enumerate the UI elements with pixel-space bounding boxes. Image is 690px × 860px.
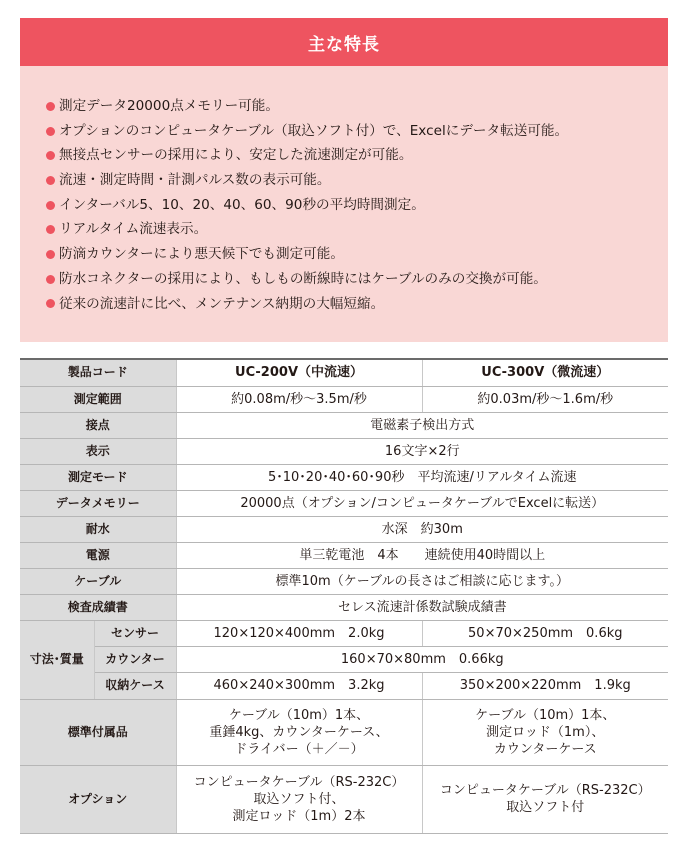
- label-mode: 測定モード: [20, 464, 176, 490]
- label-options: オプション: [20, 765, 176, 833]
- row-cable: [20, 568, 668, 594]
- row-contact: [20, 412, 668, 438]
- feature-text: リアルタイム流速表示。: [59, 221, 208, 238]
- row-display: [20, 438, 668, 464]
- feature-text: 防滴カウンターにより悪天候下でも測定可能。: [59, 246, 344, 263]
- feature-item: [46, 143, 568, 168]
- bullet-icon: [46, 102, 55, 111]
- feature-item: [46, 168, 568, 193]
- feature-text: オプションのコンピュータケーブル（取込ソフト付）で、Excelにデータ転送可能。: [59, 122, 569, 139]
- features-list: [46, 94, 568, 316]
- accessories-a: ケーブル（10m）1本、 重錘4kg、カウンターケース、 ドライバー（＋／－）: [176, 699, 422, 765]
- feature-item: [46, 242, 568, 267]
- label-accessories: 標準付属品: [20, 699, 176, 765]
- accessories-b: ケーブル（10m）1本、 測定ロッド（1m）、 カウンターケース: [422, 699, 668, 765]
- label-memory: データメモリー: [20, 490, 176, 516]
- row-mode: [20, 464, 668, 490]
- row-accessories: [20, 699, 668, 765]
- feature-text: 測定データ20000点メモリー可能。: [59, 98, 279, 114]
- label-case: 収納ケース: [94, 672, 176, 699]
- water-value: 水深 約30m: [176, 516, 668, 542]
- options-b: コンピュータケーブル（RS-232C） 取込ソフト付: [422, 765, 668, 833]
- cable-value: 標準10m（ケーブルの長さはご相談に応じます。）: [176, 568, 668, 594]
- bullet-icon: [46, 176, 55, 185]
- mode-value: 5･10･20･40･60･90秒 平均流速/リアルタイム流速: [176, 464, 668, 490]
- label-cable: ケーブル: [20, 568, 176, 594]
- feature-item: [46, 292, 568, 317]
- row-range: [20, 386, 668, 412]
- row-water: [20, 516, 668, 542]
- label-inspection: 検査成績書: [20, 594, 176, 620]
- contact-value: 電磁素子検出方式: [176, 412, 668, 438]
- bullet-icon: [46, 201, 55, 210]
- memory-value: 20000点（オプション/コンピュータケーブルでExcelに転送）: [176, 490, 668, 516]
- bullet-icon: [46, 250, 55, 259]
- label-counter: カウンター: [94, 646, 176, 672]
- feature-item: [46, 267, 568, 292]
- row-inspection: [20, 594, 668, 620]
- inspection-value: セレス流速計係数試験成績書: [176, 594, 668, 620]
- label-dims: 寸法･質量: [20, 620, 94, 699]
- bullet-icon: [46, 225, 55, 234]
- row-dims-counter: [20, 646, 668, 672]
- label-contact: 接点: [20, 412, 176, 438]
- bullet-icon: [46, 299, 55, 308]
- feature-text: インターバル5、10、20、40、60、90秒の平均時間測定。: [59, 196, 425, 213]
- feature-text: 従来の流速計に比べ、メンテナンス納期の大幅短縮。: [59, 295, 385, 312]
- row-product-code: [20, 359, 668, 386]
- feature-text: 防水コネクターの採用により、もしもの断線時にはケーブルのみの交換が可能。: [59, 270, 547, 287]
- feature-item: [46, 119, 568, 144]
- feature-item: [46, 217, 568, 242]
- model-a: UC-200V（中流速）: [176, 359, 422, 386]
- options-a: コンピュータケーブル（RS-232C） 取込ソフト付、 測定ロッド（1m）2本: [176, 765, 422, 833]
- label-sensor: センサー: [94, 620, 176, 646]
- model-b: UC-300V（微流速）: [422, 359, 668, 386]
- feature-text: 無接点センサーの採用により、安定した流速測定が可能。: [59, 147, 413, 164]
- sensor-b: 50×70×250mm 0.6kg: [422, 620, 668, 646]
- row-dims-sensor: [20, 620, 668, 646]
- label-product-code: 製品コード: [20, 359, 176, 386]
- label-range: 測定範囲: [20, 386, 176, 412]
- row-memory: [20, 490, 668, 516]
- bullet-icon: [46, 127, 55, 136]
- row-power: [20, 542, 668, 568]
- sensor-a: 120×120×400mm 2.0kg: [176, 620, 422, 646]
- range-b: 約0.03m/秒～1.6m/秒: [422, 386, 668, 412]
- power-value: 単三乾電池 4本 連続使用40時間以上: [176, 542, 668, 568]
- label-display: 表示: [20, 438, 176, 464]
- display-value: 16文字×2行: [176, 438, 668, 464]
- case-a: 460×240×300mm 3.2kg: [176, 672, 422, 699]
- label-power: 電源: [20, 542, 176, 568]
- range-a: 約0.08m/秒～3.5m/秒: [176, 386, 422, 412]
- label-water: 耐水: [20, 516, 176, 542]
- counter-value: 160×70×80mm 0.66kg: [176, 646, 668, 672]
- features-box: [20, 18, 668, 342]
- bullet-icon: [46, 275, 55, 284]
- bullet-icon: [46, 151, 55, 160]
- spec-table: [20, 358, 668, 834]
- row-dims-case: [20, 672, 668, 699]
- feature-item: [46, 94, 568, 119]
- features-title: 主な特長: [20, 18, 668, 66]
- feature-item: [46, 193, 568, 218]
- case-b: 350×200×220mm 1.9kg: [422, 672, 668, 699]
- feature-text: 流速・測定時間・計測パルス数の表示可能。: [59, 172, 331, 189]
- row-options: [20, 765, 668, 833]
